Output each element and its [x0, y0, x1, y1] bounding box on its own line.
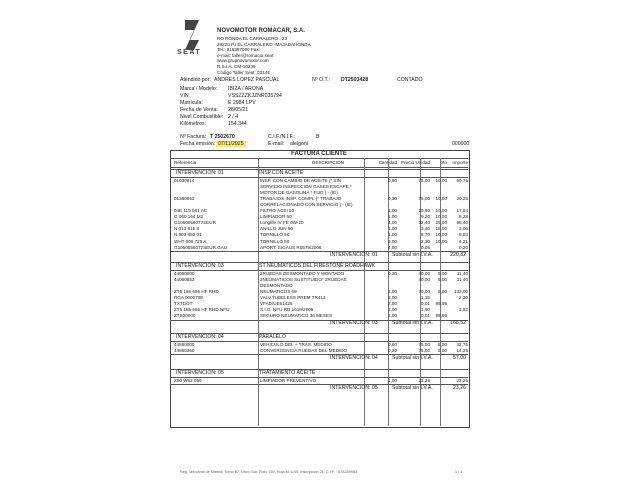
ot-label: Nº O.T.: [312, 77, 331, 83]
cell-desc: TORNILLO 50 [260, 232, 290, 238]
cell-desc: NEUMATICOS 69 [260, 288, 297, 294]
cell-dto: 5,00 [438, 288, 447, 294]
cell-ref: 44850000 [174, 341, 195, 347]
cell-cant: 0,30 [388, 195, 397, 201]
address-line: Tel.: 916387000 Fax: [217, 47, 260, 53]
subtotal-label: Subtotal sin I.V.A. [392, 320, 433, 327]
section-footer: INTERVENCION: 05 [330, 384, 378, 391]
seat-emblem-icon [174, 16, 210, 64]
address-line: Código Taller Seat: 03144 [217, 69, 270, 75]
cell-desc: S.I.G. NFU RD 1619/2005 [260, 307, 314, 313]
cell-ref: 44860360 [174, 347, 195, 353]
header-precio: Precio Unidad [401, 160, 430, 165]
cell-ref: G 060 164 M2 [174, 214, 204, 220]
cell-imp: 23,26 [456, 377, 468, 383]
cell-imp: 0,20 [459, 244, 468, 250]
cell-desc: SERVICIO INSPECCION GASES ESCAPE * [260, 183, 352, 189]
header-desc: DESCRIPCIÓN [312, 160, 344, 165]
line-item [172, 342, 468, 348]
line-item [172, 289, 468, 295]
cell-desc: TRABAJOS INSP. COMPL (* TRABAJO [260, 195, 342, 201]
vehicle-label: VIN [180, 93, 189, 99]
header-imp: Importe [452, 160, 468, 165]
line-item [172, 301, 468, 307]
cell-cant: 1,00 [388, 232, 397, 238]
cell-precio: 75,00 [418, 195, 430, 201]
cell-dto: 99,99 [435, 301, 447, 306]
cell-cant: 2,00 [388, 288, 397, 294]
cell-desc: CONVERGENCIA RUEDAS DEL MEDIDO [260, 347, 348, 353]
ot-number: DT2503428 [341, 77, 369, 83]
cell-ref: ZTS00000 [174, 313, 196, 319]
footer-text: Reg. Mercantil de Madrid, Tomo 67, Libro 0oo, Folio 169, Hoja M-1149, Inscripción 21, C.I.F. : A78289983 [180, 470, 358, 474]
header-cant: Cantidad [378, 160, 397, 165]
cell-ref: 01030814 [174, 177, 195, 183]
line-item [172, 190, 468, 196]
cell-imp: 98,40 [456, 220, 468, 226]
line-item [172, 245, 468, 251]
cell-precio: 0,05 [421, 244, 430, 250]
cell-dto: 10,00 [435, 232, 447, 238]
client-code: 000000 [452, 141, 470, 147]
cell-cant: 2,00 [388, 313, 397, 319]
vehicle-label: Marca / Modelo: [180, 86, 218, 92]
cell-dto: 18,00 [435, 226, 447, 232]
vehicle-value: 2 / 4 [228, 114, 239, 120]
cell-cant: 0,90 [388, 177, 397, 183]
cell-cant: 2,00 [388, 294, 397, 300]
cell-imp: 14,25 [456, 347, 468, 353]
cif-value: B [316, 134, 320, 140]
table-header [172, 160, 468, 166]
company-name: NOVOMOTOR ROMACAR, S.A. [217, 28, 305, 34]
header-dto: Dto [439, 160, 447, 165]
factura-number: T 2502670 [210, 134, 235, 140]
cell-cant: 1,00 [388, 214, 397, 220]
cell-precio: 19,80 [418, 208, 430, 213]
cell-ref: ZT5 185 655 HF RHD [174, 288, 219, 294]
address-line: 28220 P.I EL CARRALERO -MAJADAHONDA [217, 41, 311, 47]
cell-desc: LIMPIADOR PREVENTIVO [260, 377, 317, 383]
cell-precio: 0,01 [421, 301, 430, 306]
cell-cant: 1,00 [388, 208, 397, 213]
line-item [172, 184, 468, 190]
cell-desc: ANILLO JUN 50 [260, 226, 293, 232]
address-line: e-mail: taller@romacar.seat [217, 52, 274, 58]
cell-ref: 04E 115 561 AC [174, 208, 208, 213]
subtotal-value: 23,26 [453, 384, 466, 391]
section-title: INTERVENCION: 05 [176, 369, 224, 376]
cell-dto: 10,00 [435, 238, 447, 244]
section-subtitle: PARALELO [259, 333, 287, 340]
vehicle-label: Matrícula: [180, 100, 203, 106]
cell-imp: 11,40 [456, 276, 468, 282]
cell-precio: 75,00 [418, 177, 430, 183]
email-label: E-mail: [268, 141, 285, 147]
line-item [172, 178, 468, 184]
cell-desc: FILTRO ACEI 50 [260, 208, 295, 213]
cell-precio: 6,70 [421, 232, 430, 238]
section-subtitle: ST NEUMATICOS DEL FIRESTONE ROADHAWK [259, 262, 376, 269]
cell-desc: MOTOR DE GASOLINA * FIJO ) - (IE) [260, 189, 338, 195]
cell-imp: 133,00 [453, 288, 468, 294]
cell-desc: APORT. SIGAUS R0579/2006 [260, 244, 322, 250]
cell-imp: 3,92 [459, 307, 468, 313]
cell-cant: 0,30 [388, 270, 397, 276]
cell-precio: 75,00 [418, 347, 430, 353]
header-ref: Referencia [174, 160, 197, 165]
vehicle-value: 28/05/21 [228, 107, 249, 113]
cell-dto: 5,00 [438, 270, 447, 276]
line-item [172, 283, 468, 289]
cell-ref: 44050000 [174, 270, 195, 276]
section-subtitle: TRATAMIENTO ACEITE [259, 369, 316, 376]
vehicle-value: 154.344 [228, 121, 247, 127]
line-item [172, 202, 468, 208]
cell-precio: 2,30 [421, 238, 430, 244]
cell-precio: 9,20 [421, 214, 430, 220]
subtotal-value: 57,00 [453, 354, 466, 361]
cell-cant: 2,00 [388, 301, 397, 306]
line-item [172, 307, 468, 313]
vehicle-label: Nivel Combustible: [180, 114, 224, 120]
cell-desc: Longlife IV FE 0W-20 [260, 220, 304, 226]
cell-desc: VEHICULO DEL + TRAS. MEDIDO [260, 341, 332, 347]
company-address [217, 36, 311, 75]
cell-precio: 70,00 [418, 288, 430, 294]
cell-dto: 10,00 [435, 214, 447, 220]
line-item [172, 277, 468, 283]
cell-desc: 2NEUMATICOS SUSTITUIDO* 2RUEDAS [260, 276, 347, 282]
cell-cant: 4,00 [388, 220, 397, 226]
attended-label: Atendido por: [180, 77, 211, 83]
cell-desc: 2RUEDAS DESMONTADO Y MONTADO [260, 270, 345, 276]
cell-dto: 99,99 [435, 313, 447, 319]
attended-value: ANDRES LOPEZ PASCUAL [214, 77, 280, 83]
cell-precio: 40,00 [418, 270, 430, 276]
line-item [172, 214, 468, 220]
line-item [172, 271, 468, 277]
cell-precio: 1,15 [421, 294, 430, 300]
cell-cant: 4,00 [388, 244, 397, 250]
cell-cant: 3,00 [388, 238, 397, 244]
cell-dto: 5,00 [438, 276, 447, 282]
section-footer: INTERVENCION: 01 [330, 251, 378, 258]
section-footer: INTERVENCION: 04 [330, 354, 378, 361]
vehicle-value: E 2984 LPV [228, 100, 256, 106]
cell-dto: 10,00 [435, 208, 447, 213]
cell-ref: N 013 815 8 [174, 226, 200, 232]
line-item [172, 208, 468, 214]
cell-ref: Z00 W52 059 [174, 377, 202, 383]
cell-ref: 01380053 [174, 195, 195, 201]
cell-imp: 3,06 [459, 226, 468, 232]
section-footer: INTERVENCION: 03 [330, 320, 378, 327]
address-line: R.S.I.A. CM-10239 [217, 63, 256, 69]
section-title: INTERVENCION: 01 [176, 169, 224, 176]
cell-desc: DESMONTADO [260, 282, 293, 288]
fecha-value: 07/11/2025 [218, 141, 244, 147]
cell-imp: 11,40 [456, 270, 468, 276]
cell-precio: 75,00 [418, 341, 430, 347]
cell-desc: SEGURO NEUMATICO 36 MESES [260, 313, 333, 319]
logo-text: SEAT [177, 49, 202, 56]
vehicle-label: Kilómetros: [180, 121, 206, 127]
cell-desc: VFAD/UE61425 [260, 301, 293, 306]
cell-ref: G1060056077SEUR.GAU [174, 244, 228, 250]
cell-ref: N 903 850 01 [174, 232, 202, 238]
cell-imp: 8,28 [459, 214, 468, 220]
line-item [172, 226, 468, 232]
cell-cant: 0,60 [388, 341, 397, 347]
line-item [172, 295, 468, 301]
subtotal-label: Subtotal sin I.V.A. [392, 251, 433, 258]
cell-ref: 44060853 [174, 276, 195, 282]
cell-cant: 0,20 [388, 347, 397, 353]
section-title: INTERVENCION: 03 [176, 262, 224, 269]
section-subtitle: INSP.CON ACEITE [259, 169, 304, 176]
page-number: 1 / 1 [455, 470, 463, 474]
address-line: www.grupnovomotor.com [217, 58, 269, 64]
cell-desc: TORNILLO 50 [260, 238, 290, 244]
line-item [172, 232, 468, 238]
cell-precio: 3,40 [421, 226, 430, 232]
cell-desc: VALV.TUBELESS PREM TR413 [260, 294, 326, 300]
payment-type: CONTADO [397, 77, 423, 83]
cell-imp: 6,03 [459, 232, 468, 238]
line-item [172, 220, 468, 226]
section-title: INTERVENCION: 04 [176, 333, 224, 340]
cif-label: C.I.F./N.I.F.: [268, 134, 296, 140]
email-value: alelgoni [290, 141, 308, 147]
cell-imp: 20,25 [456, 195, 468, 201]
cell-imp: 2,30 [459, 294, 468, 300]
cell-precio: 40,00 [418, 276, 430, 282]
subtotal-label: Subtotal sin I.V.A. [392, 384, 433, 391]
fecha-label: Fecha emisión: [180, 141, 216, 147]
cell-cant: 1,00 [388, 226, 397, 232]
cell-dto: 10,00 [435, 195, 447, 201]
cell-ref: WHT 000 729 A [174, 238, 207, 244]
cell-precio: 1,90 [421, 307, 430, 313]
line-item [172, 348, 468, 354]
subtotal-value: 220,82 [450, 251, 466, 258]
cell-cant: 1,00 [388, 377, 397, 383]
cell-precio: 23,26 [418, 377, 430, 383]
table-title: FACTURA CLIENTE [291, 151, 347, 157]
cell-dto: 10,00 [435, 177, 447, 183]
cell-desc: LIMPIADOR 50 [260, 214, 292, 220]
factura-label: Nº Factura: [180, 134, 207, 140]
vehicle-value: IBIZA / ARONA [228, 86, 264, 92]
cell-precio: 32,40 [418, 220, 430, 226]
cell-ref: TXTDOT [174, 301, 193, 306]
cell-imp: 42,75 [456, 341, 468, 347]
line-item [172, 378, 468, 384]
cell-desc: CORRELACIONADO CON SERVICIO ) - (IE) [260, 201, 353, 207]
cell-ref: G1060056077SEUR [174, 220, 216, 226]
line-item [172, 313, 468, 319]
cell-ref: ZT5 185 655 HF RHD.NFU [174, 307, 230, 313]
vehicle-value: VSSZZZKJZNR035794 [228, 93, 282, 99]
cell-precio: 0,01 [421, 313, 430, 319]
cell-imp: 17,84 [456, 208, 468, 213]
cell-ref: RGA 0000700 [174, 294, 203, 300]
address-line: RO RONDA EL CARRALERO , 23 [217, 36, 288, 41]
cell-cant: 2,00 [388, 307, 397, 313]
seat-logo [174, 16, 210, 64]
subtotal-value: 168,52 [450, 320, 466, 327]
cell-imp: 6,21 [459, 238, 468, 244]
subtotal-label: Subtotal sin I.V.A. [392, 354, 433, 361]
cell-dto: 5,00 [438, 347, 447, 353]
cell-imp: 60,75 [456, 177, 468, 183]
line-item [172, 196, 468, 202]
cell-desc: INSP. CON CAMBIO DE ACEITE (* SIN [260, 177, 342, 183]
line-item [172, 239, 468, 245]
cell-dto: 5,00 [438, 341, 447, 347]
cell-dto: 25,00 [435, 220, 447, 226]
vehicle-label: Fecha de Venta: [180, 107, 218, 113]
